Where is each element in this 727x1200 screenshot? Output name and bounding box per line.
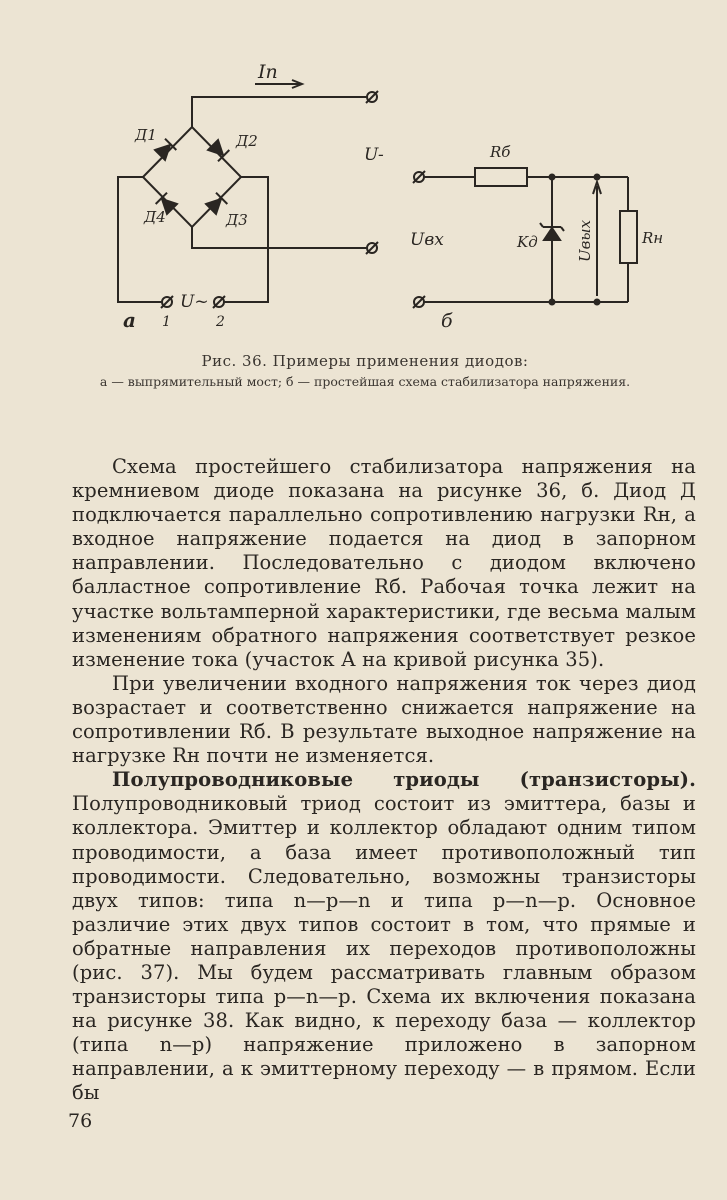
page-number: 76 (68, 1110, 93, 1132)
caption-title: Рис. 36. Примеры применения диодов: (201, 352, 529, 370)
dc-positive-wire (192, 97, 367, 127)
ac-left-wire (118, 177, 162, 302)
figure-caption (60, 352, 670, 389)
label-kd: Kд (517, 233, 538, 251)
paragraph-2: При увеличении входного напряжения ток через диод возрастает и соответственно снижается напряжение на сопротивлении Rб. В результате выходное напряжение на нагрузке Rн почти не изменяется. (72, 671, 696, 768)
figure-36 (0, 0, 727, 440)
resistor-rn (620, 211, 637, 263)
label-u-dc: U- (364, 145, 384, 165)
label-tag-a: а (123, 308, 136, 332)
paragraph-1: Схема простейшего стабилизатора напряжения на кремниевом диоде показана на рисунке 36, б. Диод Д подключается параллельно сопротивлению нагрузки Rн, а входное напряжение подается на диод в запорном направлении. Последовательно с диодом включено балластное сопротивление Rб. Рабочая точка лежит на участке вольтамперной характеристики, где весьма малым изменениям обратного напряжения соответствует резкое изменение тока (участок А на кривой рисунка 35). (72, 455, 696, 671)
dc-negative-wire (192, 227, 367, 248)
label-tag-b: б (441, 310, 453, 332)
circuit-diagrams (0, 0, 727, 350)
resistor-rb (475, 168, 527, 186)
label-u-ac: U~ (180, 292, 209, 312)
label-current: Iп (258, 61, 278, 83)
paragraph-3-text: Полупроводниковый триод состоит из эмиттера, базы и коллектора. Эмиттер и коллектор обладают одним типом проводимости, а база имеет противоположный тип проводимости. Следовательно, возможны транзисторы двух типов: типа n—p—n и типа p—n—p. Основное различие этих двух типов состоит в том, что прямые и обратные направления их переходов противоположны (рис. 37). Мы будем рассматривать главным образом транзисторы типа p—n—p. Схема их включения показана на рисунке 38. Как видно, к переходу база — коллектор (типа n—p) напряжение приложено в запорном направлении, а к эмиттерному переходу — в прямом. Если бы (72, 792, 696, 1105)
label-u-in: Uвх (410, 230, 444, 250)
label-rn: Rн (642, 229, 664, 247)
body-text (72, 455, 696, 1106)
diode-d1-icon (154, 139, 176, 161)
section-heading-transistors: Полупроводниковые триоды (транзисторы). (112, 768, 696, 792)
label-d4: Д4 (144, 208, 166, 226)
paragraph-3 (72, 768, 696, 1105)
label-d1: Д1 (135, 126, 157, 144)
diode-d2-icon (207, 139, 229, 161)
caption-description: а — выпрямительный мост; б — простейшая схема стабилизатора напряжения. (99, 374, 631, 389)
label-rb: Rб (490, 143, 511, 161)
label-u-out: Uвых (576, 219, 594, 262)
label-terminal-1: 1 (162, 314, 171, 330)
label-terminal-2: 2 (216, 314, 225, 330)
ac-right-wire (224, 177, 268, 302)
label-d3: Д3 (226, 211, 248, 229)
label-d2: Д2 (236, 132, 258, 150)
